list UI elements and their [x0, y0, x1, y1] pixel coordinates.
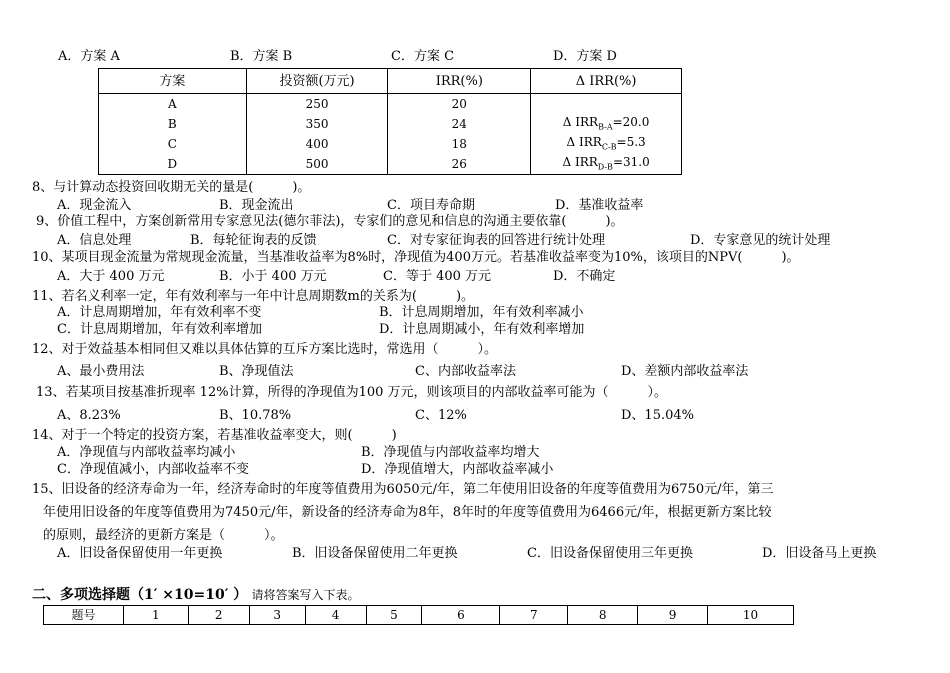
- q12-stem: 12、对于效益基本相同但又难以具体估算的互斥方案比选时，常选用（ ）。: [32, 342, 498, 357]
- q15-option-a: A．旧设备保留使用一年更换: [57, 546, 223, 561]
- q10-stem: 10、某项目现金流量为常规现金流量，当基准收益率为8%时，净现值为400万元。若基准收益率变为10%，该项目的NPV( )。: [32, 250, 800, 265]
- table-row: [99, 134, 682, 154]
- q15-stem-line-2: 年使用旧设备的年度等值费用为7450元/年，新设备的经济寿命为8年，8年时的年度等值费用为6466元/年，根据更新方案比较: [43, 505, 772, 520]
- q11-option-b: B．计息周期增加，年有效利率减小: [379, 305, 584, 320]
- q14-stem: 14、对于一个特定的投资方案，若基准收益率变大，则( ): [32, 428, 397, 443]
- plan-comparison-table: [98, 68, 682, 175]
- q14-option-b: B．净现值与内部收益率均增大: [361, 445, 540, 460]
- cell-irr: 20: [388, 94, 531, 115]
- answer-cell-number: 8: [568, 606, 638, 625]
- q9-option-a: A．信息处理: [57, 233, 132, 248]
- cell-plan: D: [99, 154, 247, 175]
- cell-delta-irr: [531, 94, 682, 115]
- q13-stem: 13、若某项目按基准折现率 12%计算，所得的净现值为100 万元，则该项目的内部收益率可能为（ ）。: [36, 385, 668, 400]
- q12-option-c: C、内部收益率法: [415, 364, 516, 379]
- answer-cell-number: 4: [305, 606, 366, 625]
- q7-option-a: A．方案 A: [58, 49, 120, 64]
- answer-cell-number: 7: [500, 606, 568, 625]
- cell-investment: 350: [246, 114, 388, 134]
- q14-option-c: C．净现值减小，内部收益率不变: [57, 462, 249, 477]
- q11-stem: 11、若名义利率一定，年有效利率与一年中计息周期数m的关系为( )。: [32, 289, 475, 304]
- q9-option-c: C．对专家征询表的回答进行统计处理: [387, 233, 605, 248]
- q15-option-b: B．旧设备保留使用二年更换: [292, 546, 458, 561]
- cell-irr: 26: [388, 154, 531, 175]
- q11-option-c: C．计息周期增加，年有效利率增加: [57, 322, 262, 337]
- q13-option-c: C、12%: [415, 408, 467, 423]
- header-investment: 投资额(万元): [246, 69, 388, 94]
- q8-option-a: A．现金流入: [57, 198, 132, 213]
- q8-option-d: D．基准收益率: [555, 198, 644, 213]
- q8-stem: 8、与计算动态投资回收期无关的量是( )。: [32, 180, 311, 195]
- q13-option-a: A、8.23%: [57, 408, 121, 423]
- q12-option-d: D、差额内部收益率法: [621, 364, 749, 379]
- q15-stem-line-1: 15、旧设备的经济寿命为一年，经济寿命时的年度等值费用为6050元/年，第二年使用旧设备的年度等值费用为6750元/年，第三: [32, 482, 774, 497]
- answer-cell-number: 5: [366, 606, 422, 625]
- q15-option-d: D．旧设备马上更换: [762, 546, 877, 561]
- cell-delta-irr: Δ $IRR_{B-A}=20.0$: [531, 114, 682, 134]
- q7-option-b: B．方案 B: [230, 49, 293, 64]
- cell-investment: 400: [246, 134, 388, 154]
- answer-table: [43, 605, 794, 625]
- q15-option-c: C．旧设备保留使用三年更换: [527, 546, 693, 561]
- q9-option-b: B．每轮征询表的反馈: [190, 233, 317, 248]
- cell-irr: 24: [388, 114, 531, 134]
- answer-cell-number: 9: [638, 606, 708, 625]
- q15-stem-line-3: 的原则，最经济的更新方案是（ ）。: [43, 528, 284, 543]
- section-2-heading: [32, 588, 359, 602]
- section-2-title: 二、多项选择题（1′ ×10=10′ ）: [32, 587, 248, 603]
- answer-table-header: 题号: [44, 606, 124, 625]
- q8-option-c: C．项目寿命期: [387, 198, 475, 213]
- q12-option-a: A、最小费用法: [57, 364, 145, 379]
- q14-option-d: D．净现值增大，内部收益率减小: [361, 462, 554, 477]
- q8-option-b: B．现金流出: [219, 198, 294, 213]
- table-row: [99, 114, 682, 134]
- answer-cell-number: 3: [249, 606, 305, 625]
- cell-plan: A: [99, 94, 247, 115]
- cell-plan: B: [99, 114, 247, 134]
- q12-option-b: B、净现值法: [219, 364, 294, 379]
- table-row: [99, 94, 682, 115]
- q13-option-b: B、10.78%: [219, 408, 292, 423]
- q10-option-b: B．小于 400 万元: [219, 269, 327, 284]
- answer-cell-number: 1: [123, 606, 188, 625]
- section-2-note: 请将答案写入下表。: [251, 588, 360, 602]
- table-header-row: [99, 69, 682, 94]
- header-delta-irr: Δ IRR(%): [531, 69, 682, 94]
- q10-option-a: A．大于 400 万元: [57, 269, 165, 284]
- q11-option-a: A．计息周期增加，年有效利率不变: [57, 305, 262, 320]
- cell-plan: C: [99, 134, 247, 154]
- q10-option-d: D．不确定: [553, 269, 616, 284]
- q11-option-d: D．计息周期减小，年有效利率增加: [379, 322, 585, 337]
- cell-irr: 18: [388, 134, 531, 154]
- q14-option-a: A．净现值与内部收益率均减小: [57, 445, 236, 460]
- q7-option-c: C．方案 C: [391, 49, 455, 64]
- answer-cell-number: 2: [188, 606, 249, 625]
- answer-cell-number: 10: [708, 606, 794, 625]
- cell-delta-irr: Δ $IRR_{D-B}=31.0$: [531, 154, 682, 175]
- header-irr: IRR(%): [388, 69, 531, 94]
- cell-delta-irr: Δ $IRR_{C-B}=5.3$: [531, 134, 682, 154]
- q10-option-c: C．等于 400 万元: [383, 269, 492, 284]
- q9-stem: 9、价值工程中，方案创新常用专家意见法(德尔菲法)，专家们的意见和信息的沟通主要依靠( )。: [36, 214, 624, 229]
- header-plan: 方案: [99, 69, 247, 94]
- table-row: [99, 154, 682, 175]
- q7-option-d: D．方案 D: [553, 49, 617, 64]
- answer-cell-number: 6: [422, 606, 500, 625]
- q9-option-d: D．专家意见的统计处理: [690, 233, 831, 248]
- q13-option-d: D、15.04%: [621, 408, 694, 423]
- cell-investment: 500: [246, 154, 388, 175]
- cell-investment: 250: [246, 94, 388, 115]
- answer-table-row: [44, 606, 794, 625]
